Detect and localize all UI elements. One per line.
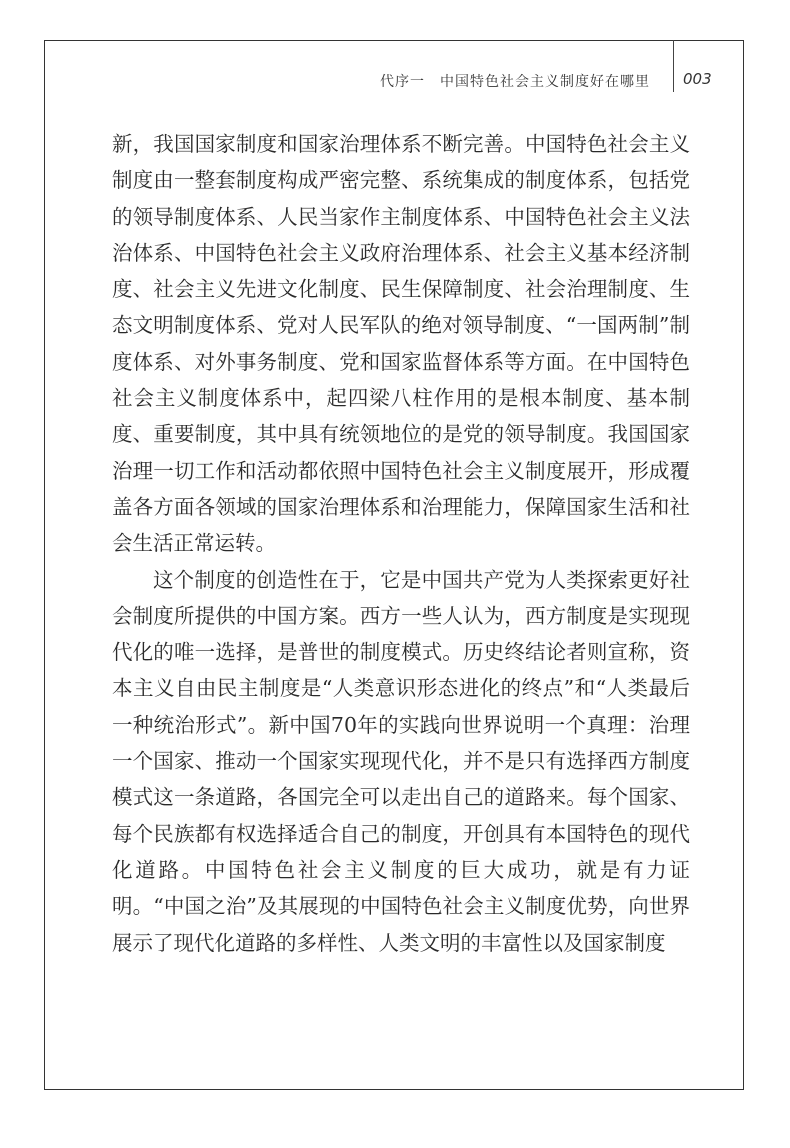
running-header-title: 代序一 中国特色社会主义制度好在哪里 [380,74,650,90]
body-text [112,126,690,961]
paragraph: 这个制度的创造性在于，它是中国共产党为人类探索更好社会制度所提供的中国方案。西方一些人认为，西方制度是实现现代化的唯一选择，是普世的制度模式。历史终结论者则宣称，资本主义自由民主制度是“人类意识形态进化的终点”和“人类最后一种统治形式”。新中国70年的实践向世界说明一个真理：治理一个国家、推动一个国家实现现代化，并不是只有选择西方制度模式这一条道路，各国完全可以走出自己的道路来。每个国家、每个民族都有权选择适合自己的制度，开创具有本国特色的现代化道路。中国特色社会主义制度的巨大成功，就是有力证明。“中国之治”及其展现的中国特色社会主义制度优势，向世界展示了现代化道路的多样性、人类文明的丰富性以及国家制度 [112,567,690,955]
page-number: 003 [683,70,712,88]
header-divider [673,40,674,92]
paragraph-continued: 新，我国国家制度和国家治理体系不断完善。中国特色社会主义制度由一整套制度构成严密完整、系统集成的制度体系，包括党的领导制度体系、人民当家作主制度体系、中国特色社会主义法治体系、中国特色社会主义政府治理体系、社会主义基本经济制度、社会主义先进文化制度、民生保障制度、社会治理制度、生态文明制度体系、党对人民军队的绝对领导制度、“一国两制”制度体系、对外事务制度、党和国家监督体系等方面。在中国特色社会主义制度体系中，起四梁八柱作用的是根本制度、基本制度、重要制度，其中具有统领地位的是党的领导制度。我国国家治理一切工作和活动都依照中国特色社会主义制度展开，形成覆盖各方面各领域的国家治理体系和治理能力，保障国家生活和社会生活正常运转。 [112,132,690,556]
